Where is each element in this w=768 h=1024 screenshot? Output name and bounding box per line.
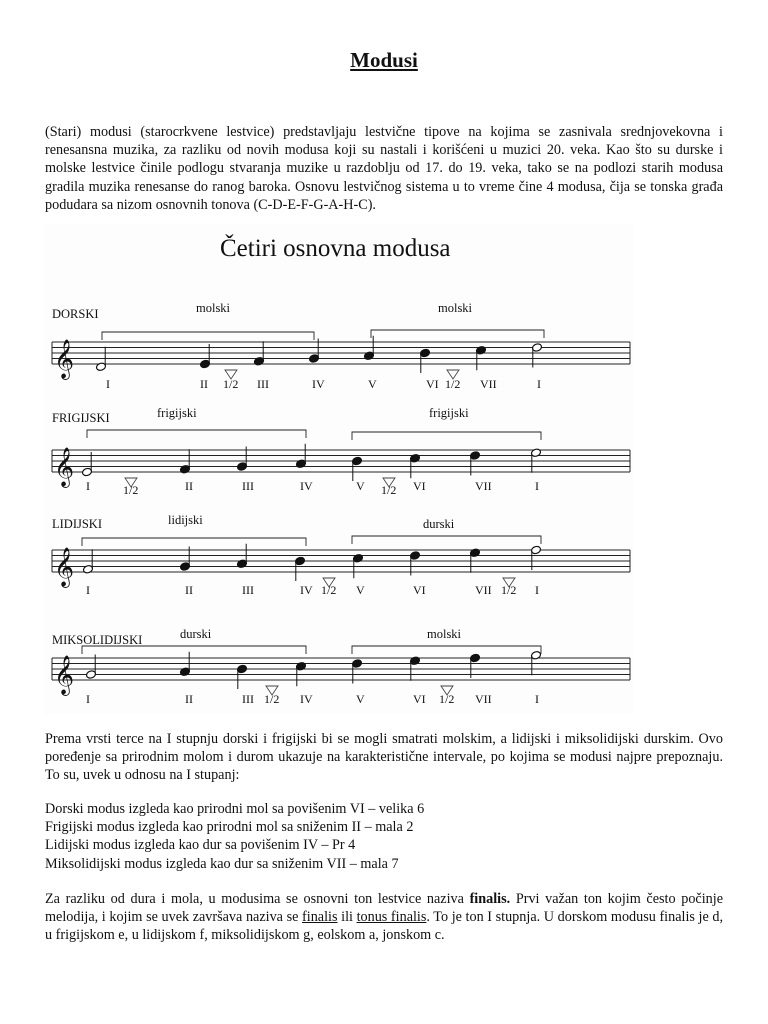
scale-degree-label: IV (300, 692, 313, 706)
mode-name-label: LIDIJSKI (52, 517, 102, 531)
scale-degree-label: I (106, 377, 110, 391)
half-step-label: 1/2 (264, 692, 280, 706)
finalis-text-2: Prvi važan ton kojim često počinje melodija, i kojim se uvek završava naziva se (45, 891, 723, 926)
scale-degree-label: I (86, 479, 90, 493)
half-step-label: 1/2 (445, 377, 461, 391)
scale-degree-label: II (185, 583, 193, 597)
scale-degree-label: VI (426, 377, 439, 391)
bracket-right-label: durski (423, 517, 455, 531)
bracket-left-label: molski (196, 301, 231, 315)
figure-title: Četiri osnovna modusa (220, 235, 451, 262)
scale-degree-label: V (356, 479, 365, 493)
bracket-right (352, 646, 541, 654)
bracket-left (82, 646, 306, 654)
treble-clef-icon: 𝄞 (54, 657, 75, 694)
finalis-bold-term: finalis. (469, 891, 511, 907)
modes-figure (44, 224, 634, 714)
scale-degree-label: III (242, 479, 254, 493)
modes-notation (44, 224, 634, 714)
tonus-finalis-underlined-term: tonus finalis (356, 909, 427, 926)
bracket-right (371, 330, 544, 338)
mode-name-label: MIKSOLIDIJSKI (52, 633, 143, 647)
treble-clef-icon: 𝄞 (54, 449, 75, 486)
scale-degree-label: III (242, 692, 254, 706)
bracket-left-label: durski (180, 627, 212, 641)
bracket-left (102, 332, 314, 340)
list-item: Lidijski modus izgleda kao dur sa povišenim IV – Pr 4 (45, 837, 356, 854)
intro-paragraph: (Stari) modusi (starocrkvene lestvice) predstavljaju lestvične tipove na kojima se zasnivala srednjovekovna i renesansna muzika, za razliku od novih modusa koji su nastali i korišćeni u muzici 20. veka. Kao što su durske i molske lestvice činile podlogu stvaranja muzike u razdoblju od 17. do 19. veka, tako se na podlozi starih modusa gradila muzika renesanse do ranog baroka. Osnovu lestvičnog sistema u to vreme čine 4 modusa, čija se tonska građa podudara sa nizom osnovnih tonova (C-D-E-F-G-A-H-C). (45, 124, 723, 213)
page-title: Modusi (350, 48, 418, 72)
bracket-left-label: frigijski (157, 406, 197, 420)
scale-degree-label: I (86, 583, 90, 597)
scale-degree-label: II (185, 479, 193, 493)
scale-degree-label: IV (312, 377, 325, 391)
scale-degree-label: II (185, 692, 193, 706)
mode-list (45, 800, 723, 873)
paragraph-finalis (45, 890, 723, 945)
bracket-right (352, 536, 541, 544)
scale-degree-label: VII (480, 377, 497, 391)
scale-degree-label: I (535, 692, 539, 706)
bracket-left-label: lidijski (168, 513, 203, 527)
finalis-text-4: . To je ton I stupnja. U dorskom modusu finalis je d, u frigijskom e, u lidijskom f, miksolidijskom g, eolskom a, jonskom c. (45, 909, 724, 944)
half-step-label: 1/2 (439, 692, 455, 706)
bracket-right (352, 432, 541, 440)
bracket-right-label: molski (438, 301, 473, 315)
mode-name-label: FRIGIJSKI (52, 411, 110, 425)
scale-degree-label: I (535, 479, 539, 493)
scale-degree-label: V (368, 377, 377, 391)
scale-degree-label: I (86, 692, 90, 706)
treble-clef-icon: 𝄞 (54, 341, 75, 378)
finalis-text-1: Za razliku od dura i mola, u modusima se osnovni ton lestvice naziva (45, 891, 464, 907)
scale-degree-label: IV (300, 479, 313, 493)
half-step-label: 1/2 (321, 583, 337, 597)
scale-degree-label: VII (475, 583, 492, 597)
scale-degree-label: III (257, 377, 269, 391)
scale-degree-label: VI (413, 692, 426, 706)
half-step-label: 1/2 (223, 377, 239, 391)
scale-degree-label: III (242, 583, 254, 597)
scale-degree-label: V (356, 692, 365, 706)
half-step-label: 1/2 (501, 583, 517, 597)
finalis-text-3: ili (341, 909, 353, 926)
scale-degree-label: VI (413, 583, 426, 597)
scale-degree-label: I (537, 377, 541, 391)
scale-degree-label: VII (475, 479, 492, 493)
scale-degree-label: VI (413, 479, 426, 493)
scale-degree-label: II (200, 377, 208, 391)
bracket-right-label: molski (427, 627, 462, 641)
scale-degree-label: I (535, 583, 539, 597)
treble-clef-icon: 𝄞 (54, 549, 75, 586)
paragraph-comparison: Prema vrsti terce na I stupnju dorski i frigijski bi se mogli smatrati molskim, a lidijski i miksolidijski durskim. Ovo poređenje sa prirodnim molom i durom ukazuje na karakteristične intervale, po kojima se modusi najpre prepoznaju. To su, uvek u odnosu na I stupanj: (45, 731, 723, 784)
finalis-underlined-term: finalis (302, 909, 338, 926)
scale-degree-label: VII (475, 692, 492, 706)
half-step-label: 1/2 (123, 483, 139, 497)
half-step-label: 1/2 (381, 483, 397, 497)
mode-name-label: DORSKI (52, 307, 99, 321)
list-item: Miksolidijski modus izgleda kao dur sa sniženim VII – mala 7 (45, 855, 399, 872)
bracket-right-label: frigijski (429, 406, 469, 420)
list-item: Frigijski modus izgleda kao prirodni mol sa sniženim II – mala 2 (45, 819, 414, 836)
bracket-left (87, 430, 306, 438)
scale-degree-label: V (356, 583, 365, 597)
scale-degree-label: IV (300, 583, 313, 597)
list-item: Dorski modus izgleda kao prirodni mol sa povišenim VI – velika 6 (45, 801, 425, 817)
bracket-left (82, 538, 306, 546)
